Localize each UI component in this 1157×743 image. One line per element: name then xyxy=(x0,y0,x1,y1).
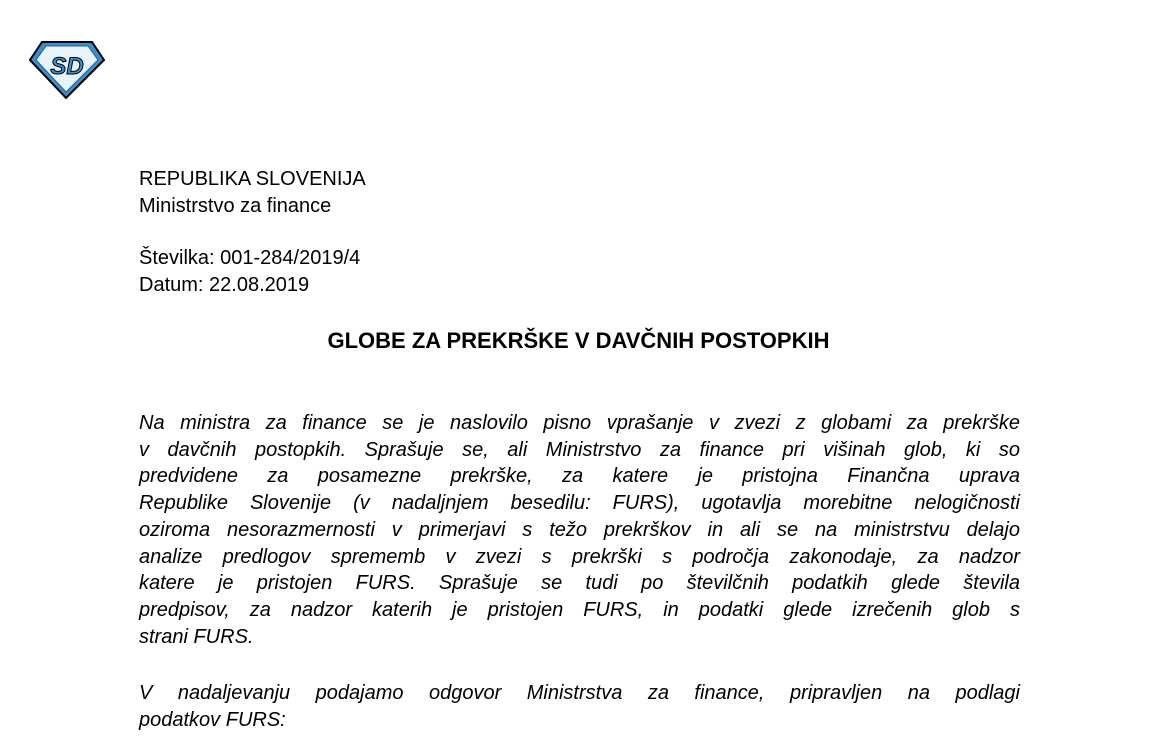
paragraph-line: v davčnih postopkih. Sprašuje se, ali Ministrstvo za finance pri višinah glob, ki so xyxy=(139,438,1020,461)
paragraph-line: oziroma nesorazmernosti v primerjavi s težo prekrškov in ali se na ministrstvu delajo xyxy=(139,518,1020,541)
paragraph-line: analize predlogov sprememb v zvezi s prekrški s področja zakonodaje, za nadzor xyxy=(139,545,1020,568)
letterhead xyxy=(139,166,366,220)
document-title: GLOBE ZA PREKRŠKE V DAVČNIH POSTOPKIH xyxy=(327,328,830,353)
paragraph-question xyxy=(139,410,1020,650)
document-number: Številka: 001-284/2019/4 xyxy=(139,247,361,269)
logo-text: SD xyxy=(50,53,84,80)
diamond-logo-icon xyxy=(28,38,108,100)
ministry-logo xyxy=(28,38,108,100)
paragraph-line: podatkov FURS: xyxy=(139,708,286,731)
paragraph-line: Na ministra za finance se je naslovilo pisno vprašanje v zvezi z globami za prekrške xyxy=(139,412,1020,434)
paragraph-answer-intro xyxy=(139,680,1020,733)
paragraph-line: strani FURS. xyxy=(139,625,254,648)
paragraph-line: V nadaljevanju podajamo odgovor Ministrstva za finance, pripravljen na podlagi xyxy=(139,682,1020,704)
country-name: REPUBLIKA SLOVENIJA xyxy=(139,168,366,190)
document-date: Datum: 22.08.2019 xyxy=(139,274,310,296)
ministry-name: Ministrstvo za finance xyxy=(139,195,332,217)
paragraph-line: predpisov, za nadzor katerih je pristojen FURS, in podatki glede izrečenih glob s xyxy=(139,598,1020,621)
paragraph-line: katere je pristojen FURS. Sprašuje se tudi po številčnih podatkih glede števila xyxy=(139,572,1020,595)
paragraph-line: Republike Slovenije (v nadaljnjem besedilu: FURS), ugotavlja morebitne nelogičnosti xyxy=(139,492,1020,515)
paragraph-line: predvidene za posamezne prekrške, za katere je pristojna Finančna uprava xyxy=(139,465,1020,488)
document-meta xyxy=(139,245,360,299)
